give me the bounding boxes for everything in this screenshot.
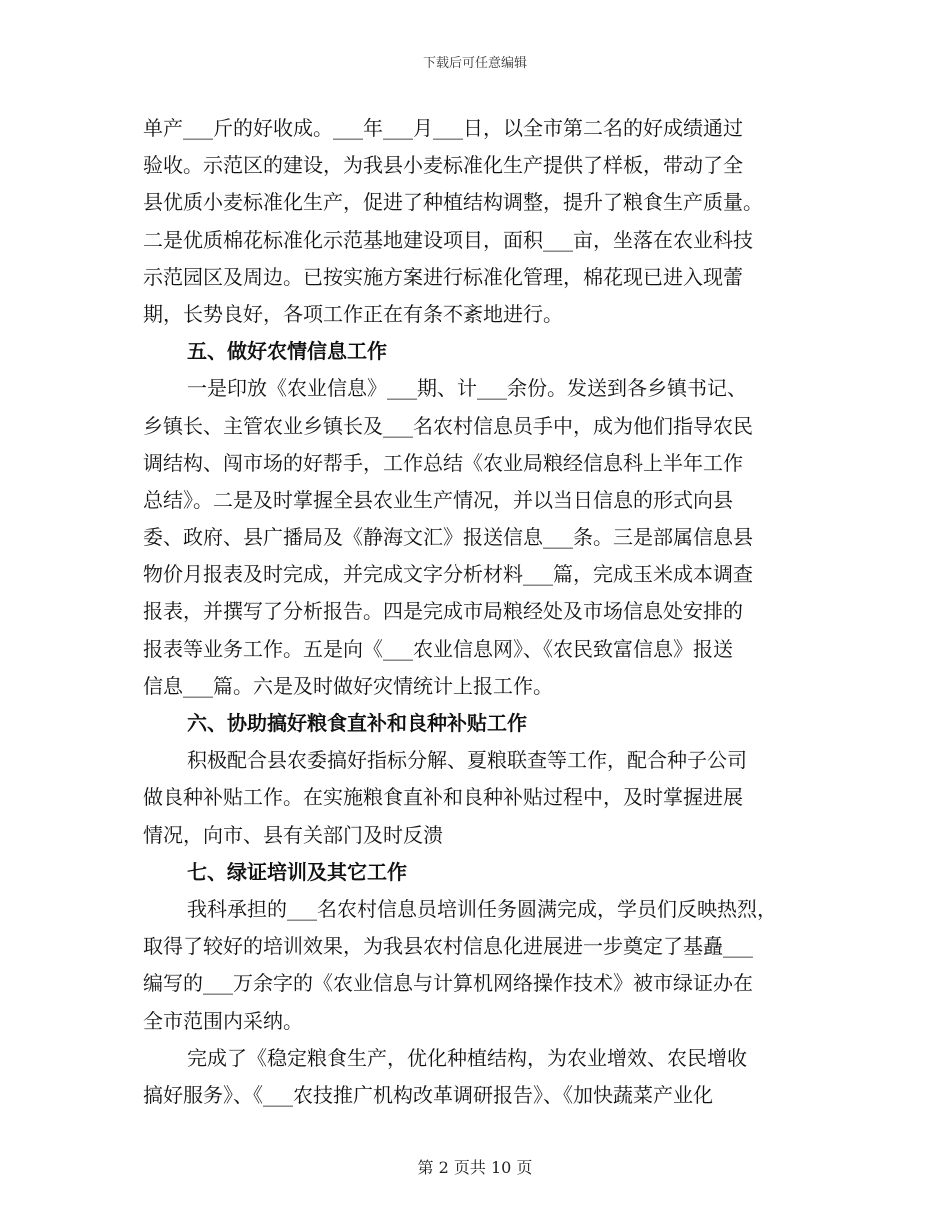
text-line: 物价月报表及时完成，并完成文字分析材料___篇，完成玉米成本调查 [143,562,753,587]
page-header: 下载后可任意编辑 [422,56,527,71]
text-line: 验收。示范区的建设，为我县小麦标准化生产提供了样板，带动了全 [143,153,743,178]
text-line: 二是优质棉花标准化示范基地建设项目，面积___亩，坐落在农业科技 [143,227,753,252]
text-line: 我科承担的___名农村信息员培训任务圆满完成，学员们反映热烈， [187,896,777,921]
text-line: 县优质小麦标准化生产，促进了种植结构调整，提升了粮食生产质量。 [143,190,763,215]
page-footer: 第 2 页共 10 页 [417,1158,533,1177]
text-line: 全市范围内采纳。 [143,1008,303,1033]
text-line: 总结》。二是及时掌握全县农业生产情况，并以当日信息的形式向县 [143,487,733,512]
text-line: 调结构、闯市场的好帮手，工作总结《农业局粮经信息科上半年工作 [143,450,743,475]
text-line: 报表等业务工作。五是向《___农业信息网》、《农民致富信息》报送 [143,636,733,661]
text-line: 做良种补贴工作。在实施粮食直补和良种补贴过程中，及时掌握进展 [143,785,743,810]
text-line: 报表，并撰写了分析报告。四是完成市局粮经处及市场信息处安排的 [143,599,743,624]
text-line: 搞好服务》、《___农技推广机构改革调研报告》、《加快蔬菜产业化 [143,1082,713,1107]
text-line: 情况，向市、县有关部门及时反溃 [143,822,443,847]
text-line: 完成了《稳定粮食生产，优化种植结构，为农业增效、农民增收 [187,1045,747,1070]
text-line: 乡镇长、主管农业乡镇长及___名农村信息员手中，成为他们指导农民 [143,413,753,438]
text-line: 期，长势良好，各项工作正在有条不紊地进行。 [143,301,563,326]
text-line: 积极配合县农委搞好指标分解、夏粮联查等工作，配合种子公司 [187,748,747,773]
text-line: 信息___篇。六是及时做好灾情统计上报工作。 [143,673,553,698]
text-line: 取得了较好的培训效果，为我县农村信息化进展进一步奠定了基矗___ [143,934,753,959]
text-line: 示范园区及周边。已按实施方案进行标准化管理，棉花现已进入现蕾 [143,264,743,289]
document-body [143,110,808,1114]
text-line: 编写的___万余字的《农业信息与计算机网络操作技术》被市绿证办在 [143,971,753,996]
text-line: 委、政府、县广播局及《静海文汇》报送信息___条。三是部属信息县 [143,525,753,550]
text-line: 单产___斤的好收成。___年___月___日，以全市第二名的好成绩通过 [143,116,743,140]
section-heading-6: 六、协助搞好粮食直补和良种补贴工作 [187,711,527,735]
text-line: 一是印放《农业信息》___期、计___余份。发送到各乡镇书记、 [187,376,747,401]
section-heading-5: 五、做好农情信息工作 [187,339,387,364]
section-heading-7: 七、绿证培训及其它工作 [187,859,407,884]
